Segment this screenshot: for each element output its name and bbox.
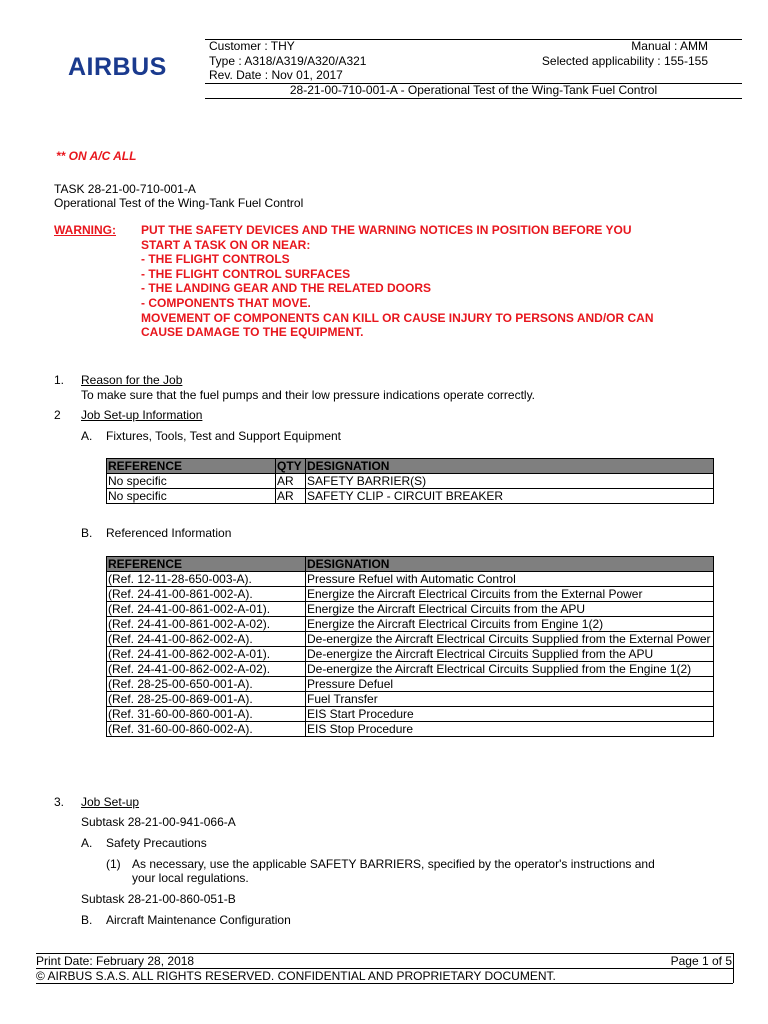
section-1-text: To make sure that the fuel pumps and their low pressure indications operate correctly.: [81, 388, 536, 402]
header-manual: Manual : AMM: [631, 39, 708, 53]
step-1-text-line2: your local regulations.: [132, 871, 249, 885]
cell-designation: Fuel Transfer: [306, 692, 714, 707]
cell-designation: Energize the Aircraft Electrical Circuits from the APU: [306, 602, 714, 617]
table-row: [107, 662, 714, 677]
cell-reference: (Ref. 28-25-00-650-001-A).: [107, 677, 306, 692]
warning-line: - THE FLIGHT CONTROLS: [141, 252, 290, 267]
cell-reference: (Ref. 24-41-00-861-002-A-01).: [107, 602, 306, 617]
cell-designation: De-energize the Aircraft Electrical Circuits Supplied from the APU: [306, 647, 714, 662]
section-3a-title: Safety Precautions: [106, 836, 207, 850]
header-task-title: 28-21-00-710-001-A - Operational Test of the Wing-Tank Fuel Control: [289, 83, 658, 97]
section-2-title: Job Set-up Information: [81, 408, 203, 422]
table-row: [107, 617, 714, 632]
section-3b-title: Aircraft Maintenance Configuration: [106, 913, 291, 927]
table-row: [107, 707, 714, 722]
warning-label: WARNING:: [54, 223, 116, 237]
table-row: [107, 677, 714, 692]
section-2a-number: A.: [81, 429, 93, 443]
subtask-id: Subtask 28-21-00-941-066-A: [81, 815, 236, 829]
warning-block: [141, 223, 653, 340]
cell-designation: De-energize the Aircraft Electrical Circuits Supplied from the External Power: [306, 632, 714, 647]
section-3a-number: A.: [81, 836, 93, 850]
footer-page-number: Page 1 of 5: [670, 954, 732, 968]
cell-designation: Energize the Aircraft Electrical Circuits from the External Power: [306, 587, 714, 602]
cell-designation: Pressure Defuel: [306, 677, 714, 692]
warning-line: MOVEMENT OF COMPONENTS CAN KILL OR CAUSE INJURY TO PERSONS AND/OR CAN: [141, 310, 654, 325]
tools-table: [106, 458, 714, 504]
footer-bottom-rule: [36, 983, 733, 984]
section-3-title: Job Set-up: [81, 795, 140, 809]
cell-reference: (Ref. 31-60-00-860-002-A).: [107, 722, 306, 737]
table-row: [107, 602, 714, 617]
effectivity-label: ** ON A/C ALL: [56, 149, 137, 163]
table-row: [107, 692, 714, 707]
cell-reference: (Ref. 31-60-00-860-001-A).: [107, 707, 306, 722]
column-header-qty: QTY: [276, 459, 306, 474]
header-customer: Customer : THY: [209, 39, 295, 53]
cell-reference: No specific: [107, 489, 276, 504]
table-header-row: [107, 459, 714, 474]
cell-designation: Pressure Refuel with Automatic Control: [306, 572, 714, 587]
section-2a-title: Fixtures, Tools, Test and Support Equipment: [106, 429, 342, 443]
cell-reference: (Ref. 24-41-00-861-002-A).: [107, 587, 306, 602]
table-row: [107, 632, 714, 647]
table-row: [107, 647, 714, 662]
warning-line: - COMPONENTS THAT MOVE.: [141, 295, 311, 310]
footer-right-border: [733, 953, 734, 983]
table-row: [107, 572, 714, 587]
footer-print-date: Print Date: February 28, 2018: [36, 954, 195, 968]
header-applicability: Selected applicability : 155-155: [541, 54, 708, 68]
cell-reference: No specific: [107, 474, 276, 489]
header-type: Type : A318/A319/A320/A321: [209, 54, 367, 68]
table-row: [107, 489, 714, 504]
header-bottom-rule: [205, 98, 742, 99]
section-2-number: 2: [54, 408, 61, 422]
cell-reference: (Ref. 24-41-00-862-002-A).: [107, 632, 306, 647]
cell-designation: De-energize the Aircraft Electrical Circuits Supplied from the Engine 1(2): [306, 662, 714, 677]
cell-reference: (Ref. 28-25-00-869-001-A).: [107, 692, 306, 707]
cell-reference: (Ref. 12-11-28-650-003-A).: [107, 572, 306, 587]
column-header-reference: REFERENCE: [107, 557, 306, 572]
warning-line: PUT THE SAFETY DEVICES AND THE WARNING NOTICES IN POSITION BEFORE YOU: [141, 223, 632, 237]
warning-line: START A TASK ON OR NEAR:: [141, 237, 311, 252]
table-row: [107, 474, 714, 489]
section-3-number: 3.: [54, 795, 65, 809]
warning-line: CAUSE DAMAGE TO THE EQUIPMENT.: [141, 325, 364, 340]
cell-reference: (Ref. 24-41-00-862-002-A-01).: [107, 647, 306, 662]
cell-reference: (Ref. 24-41-00-862-002-A-02).: [107, 662, 306, 677]
column-header-designation: DESIGNATION: [306, 557, 714, 572]
footer-copyright: © AIRBUS S.A.S. ALL RIGHTS RESERVED. CONFIDENTIAL AND PROPRIETARY DOCUMENT.: [36, 969, 556, 983]
cell-qty: AR: [276, 474, 306, 489]
warning-line: - THE FLIGHT CONTROL SURFACES: [141, 266, 351, 281]
airbus-logo: AIRBUS: [68, 53, 167, 81]
referenced-info-table: [106, 556, 714, 737]
table-row: [107, 587, 714, 602]
table-header-row: [107, 557, 714, 572]
subtask-id: Subtask 28-21-00-860-051-B: [81, 892, 236, 906]
task-id: TASK 28-21-00-710-001-A: [54, 182, 196, 196]
section-3b-number: B.: [81, 913, 93, 927]
cell-designation: SAFETY BARRIER(S): [306, 474, 714, 489]
section-1-number: 1.: [54, 373, 65, 387]
warning-line: - THE LANDING GEAR AND THE RELATED DOORS: [141, 281, 431, 296]
section-2b-number: B.: [81, 526, 93, 540]
cell-designation: EIS Stop Procedure: [306, 722, 714, 737]
section-2b-title: Referenced Information: [106, 526, 232, 540]
task-name: Operational Test of the Wing-Tank Fuel Control: [54, 196, 304, 210]
step-1-number: (1): [106, 857, 121, 871]
cell-designation: Energize the Aircraft Electrical Circuits from Engine 1(2): [306, 617, 714, 632]
table-row: [107, 722, 714, 737]
cell-qty: AR: [276, 489, 306, 504]
cell-designation: SAFETY CLIP - CIRCUIT BREAKER: [306, 489, 714, 504]
cell-reference: (Ref. 24-41-00-861-002-A-02).: [107, 617, 306, 632]
step-1-text-line1: As necessary, use the applicable SAFETY BARRIERS, specified by the operator's instructions and: [132, 857, 655, 871]
column-header-reference: REFERENCE: [107, 459, 276, 474]
column-header-designation: DESIGNATION: [306, 459, 714, 474]
cell-designation: EIS Start Procedure: [306, 707, 714, 722]
section-1-title: Reason for the Job: [81, 373, 183, 387]
header-rev-date: Rev. Date : Nov 01, 2017: [209, 68, 343, 82]
